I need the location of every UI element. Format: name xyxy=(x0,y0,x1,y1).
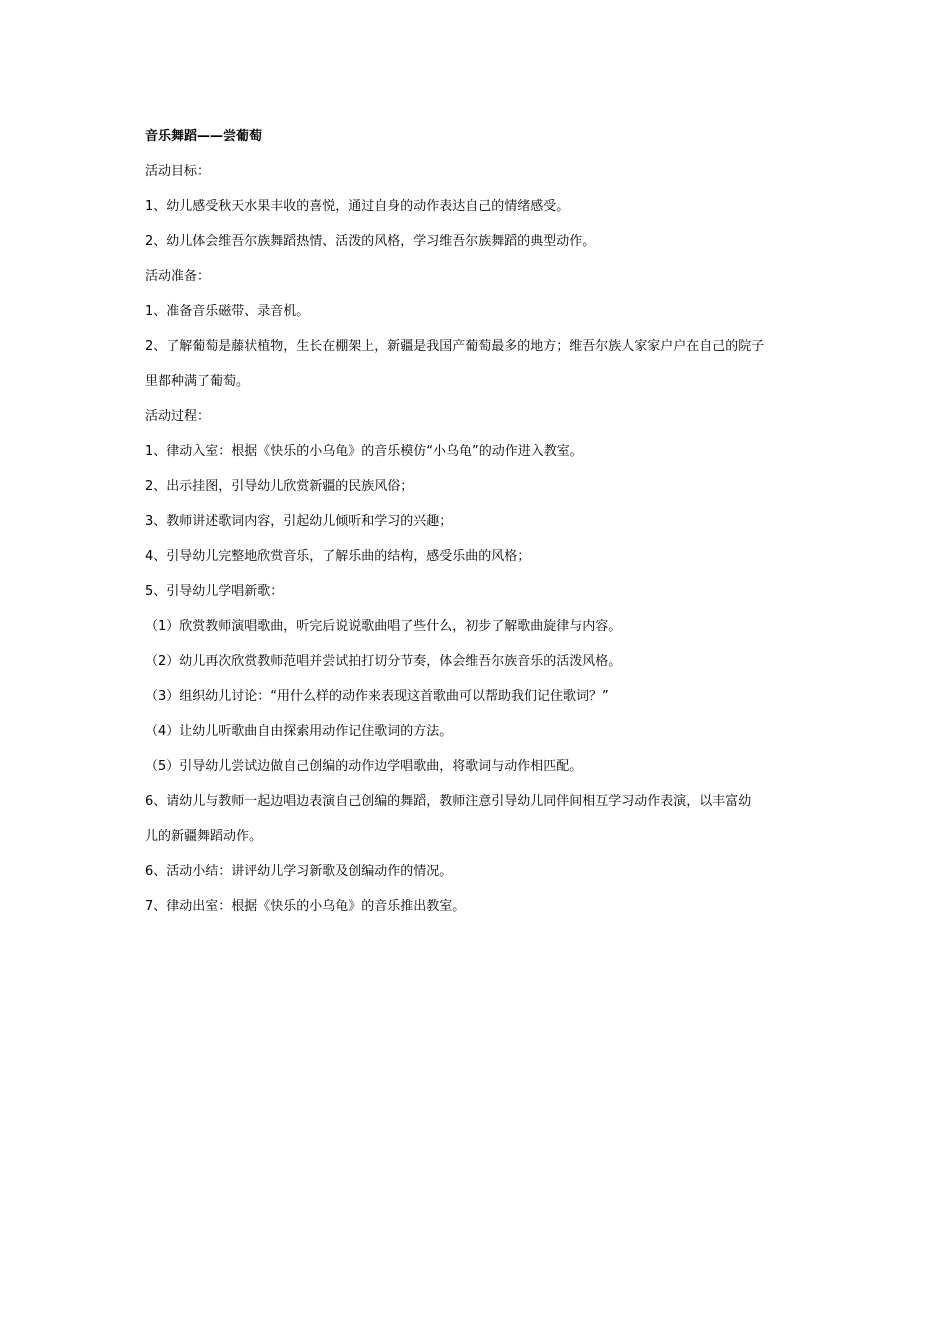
process-step: 1、律动入室：根据《快乐的小乌龟》的音乐模仿“小乌龟”的动作进入教室。 xyxy=(145,444,583,459)
prep-item: 1、准备音乐磁带、录音机。 xyxy=(145,304,310,319)
goal-item: 1、幼儿感受秋天水果丰收的喜悦，通过自身的动作表达自己的情绪感受。 xyxy=(145,199,570,214)
process-step-continued: 儿的新疆舞蹈动作。 xyxy=(145,829,263,844)
prep-heading: 活动准备： xyxy=(145,269,211,284)
process-substep: （1）欣赏教师演唱歌曲，听完后说说歌曲唱了些什么，初步了解歌曲旋律与内容。 xyxy=(145,619,622,634)
document-body xyxy=(145,127,815,932)
goal-item: 2、幼儿体会维吾尔族舞蹈热情、活泼的风格，学习维吾尔族舞蹈的典型动作。 xyxy=(145,234,596,249)
process-step: 6、活动小结：讲评幼儿学习新歌及创编动作的情况。 xyxy=(145,864,453,879)
process-substep: （3）组织幼儿讨论：“用什么样的动作来表现这首歌曲可以帮助我们记住歌词？” xyxy=(145,689,609,704)
process-heading: 活动过程： xyxy=(145,409,211,424)
process-step: 6、请幼儿与教师一起边唱边表演自己创编的舞蹈，教师注意引导幼儿同伴间相互学习动作表演，以丰富幼 xyxy=(145,794,752,809)
document-title: 音乐舞蹈——尝葡萄 xyxy=(145,129,263,144)
process-step: 7、律动出室：根据《快乐的小乌龟》的音乐推出教室。 xyxy=(145,899,466,914)
process-substep: （4）让幼儿听歌曲自由探索用动作记住歌词的方法。 xyxy=(145,724,453,739)
process-step: 2、出示挂图，引导幼儿欣赏新疆的民族风俗； xyxy=(145,479,414,494)
prep-item-continued: 里都种满了葡萄。 xyxy=(145,374,250,389)
prep-item: 2、了解葡萄是藤状植物，生长在棚架上，新疆是我国产葡萄最多的地方；维吾尔族人家家户户在自己的院子 xyxy=(145,339,765,354)
process-substep: （2）幼儿再次欣赏教师范唱并尝试拍打切分节奏，体会维吾尔族音乐的活泼风格。 xyxy=(145,654,622,669)
process-step: 3、教师讲述歌词内容，引起幼儿倾听和学习的兴趣； xyxy=(145,514,453,529)
goals-heading: 活动目标： xyxy=(145,164,211,179)
process-step: 5、引导幼儿学唱新歌： xyxy=(145,584,284,599)
process-step: 4、引导幼儿完整地欣赏音乐，了解乐曲的结构，感受乐曲的风格； xyxy=(145,549,531,564)
process-substep: （5）引导幼儿尝试边做自己创编的动作边学唱歌曲，将歌词与动作相匹配。 xyxy=(145,759,583,774)
